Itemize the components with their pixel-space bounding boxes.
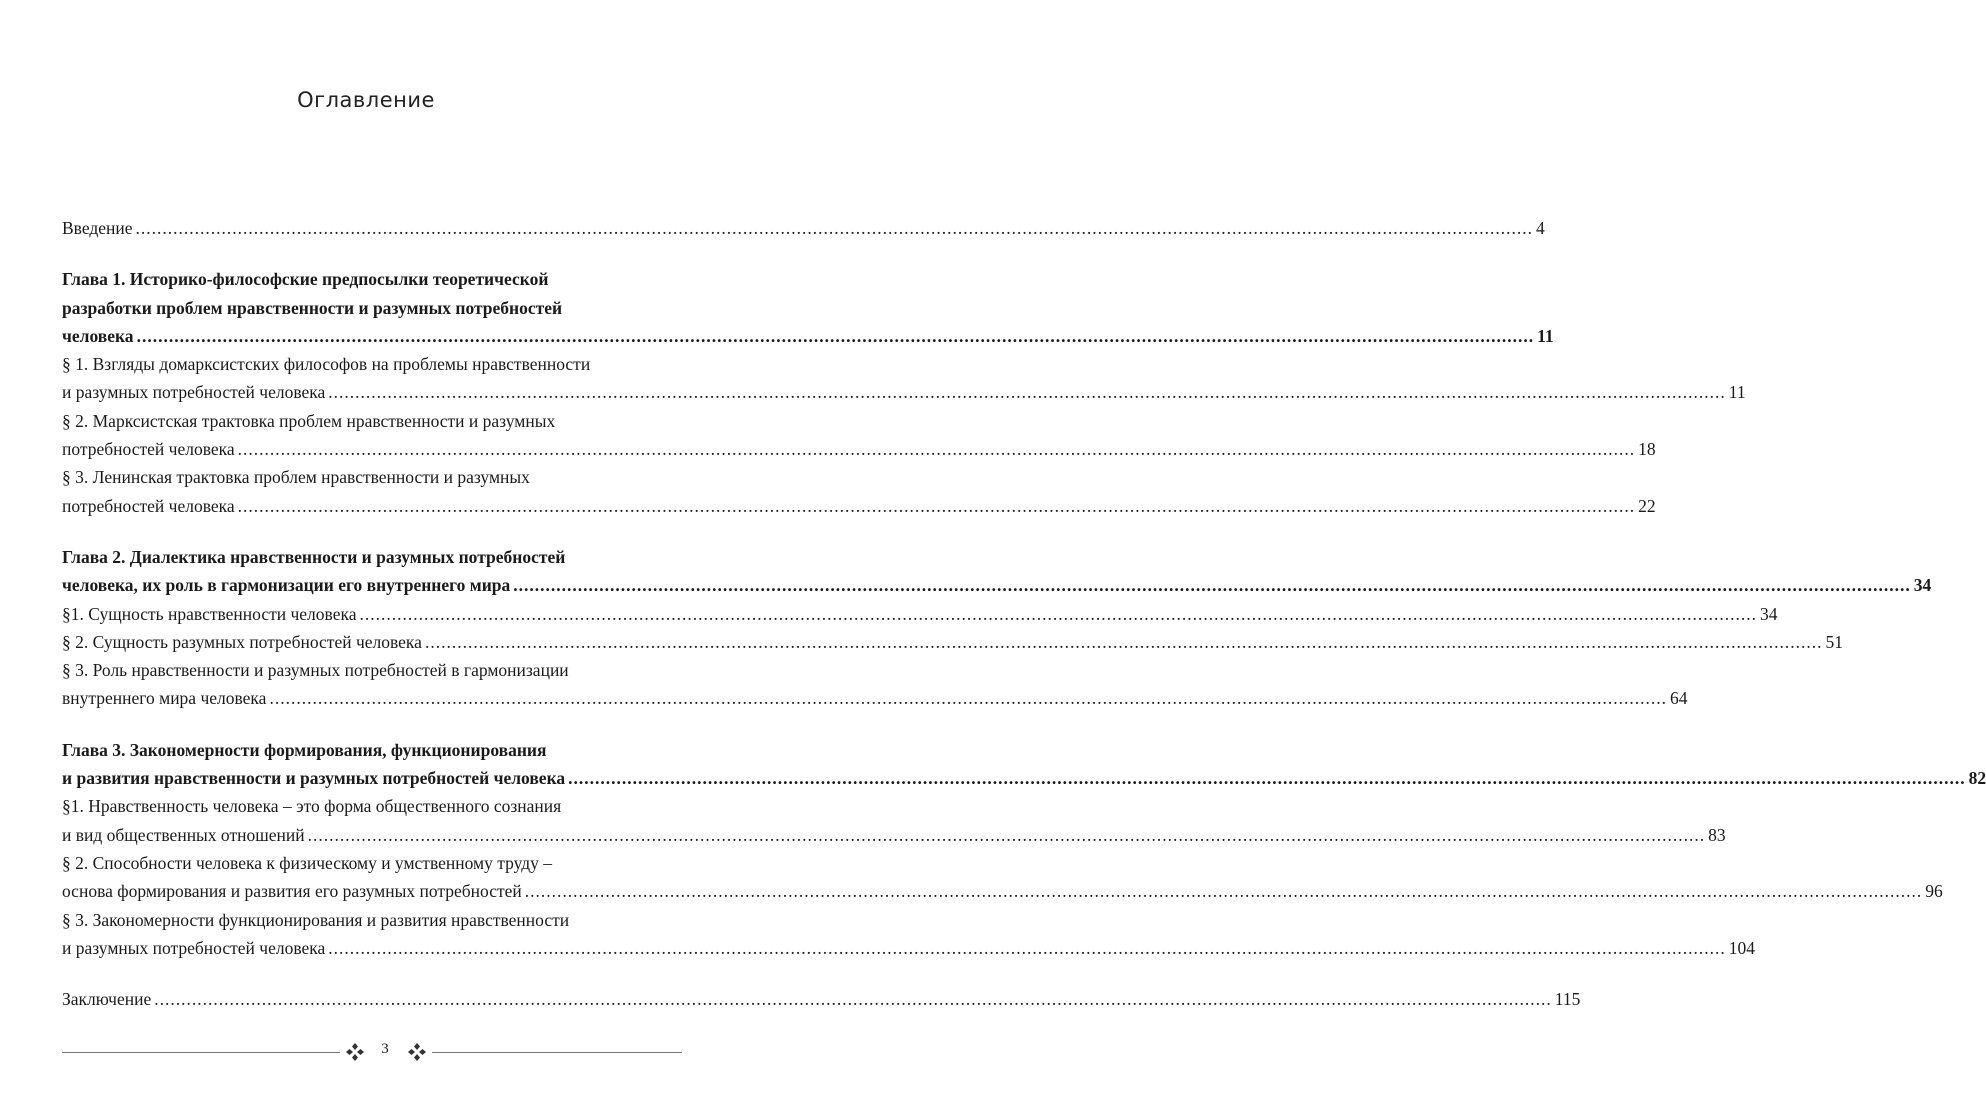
toc-line: §1. Сущность нравственности человека bbox=[62, 603, 357, 624]
toc-page-number: 82 bbox=[1968, 768, 1986, 789]
toc-line: § 3. Ленинская трактовка проблем нравственности и разумных bbox=[62, 467, 530, 488]
toc-page-number: 4 bbox=[1536, 218, 1545, 238]
toc-line: Введение bbox=[62, 218, 133, 238]
dot-leader: .................................................................................................................................................................................................................................................................... bbox=[135, 218, 1534, 238]
toc-line: и разумных потребностей человека bbox=[62, 382, 326, 403]
toc-entry-section-1-1 bbox=[62, 350, 1746, 407]
dot-leader: .................................................................................................................................................................................................................................................................... bbox=[513, 575, 1911, 596]
dot-leader: .................................................................................................................................................................................................................................................................... bbox=[237, 439, 1636, 460]
toc-entry-section-2-1 bbox=[62, 600, 1778, 628]
toc-entry-section-3-1 bbox=[62, 792, 1726, 849]
toc-line: § 2. Марксистская трактовка проблем нравственности и разумных bbox=[62, 410, 556, 431]
dot-leader: .................................................................................................................................................................................................................................................................... bbox=[524, 881, 1923, 902]
toc-page-number: 22 bbox=[1638, 495, 1656, 516]
toc-line: Глава 3. Закономерности формирования, функционирования bbox=[62, 739, 547, 760]
toc-page-number: 64 bbox=[1669, 688, 1688, 709]
dot-leader: .................................................................................................................................................................................................................................................................... bbox=[328, 937, 1726, 958]
toc-line: и разумных потребностей человека bbox=[62, 937, 326, 958]
toc-page-number: 18 bbox=[1638, 439, 1656, 460]
page-title: Оглавление bbox=[297, 88, 435, 112]
toc-line: Глава 2. Диалектика нравственности и разумных потребностей bbox=[62, 546, 566, 567]
toc-line: Глава 1. Историко-философские предпосылки теоретической bbox=[62, 269, 549, 290]
toc-page-number: 51 bbox=[1825, 631, 1843, 652]
toc-entry-section-3-2 bbox=[62, 849, 1943, 906]
toc-line: § 2. Способности человека к физическому и умственному труду – bbox=[62, 852, 553, 873]
diamond-ornament-icon bbox=[407, 1042, 427, 1062]
page-number: 3 bbox=[381, 1041, 389, 1057]
toc-page-number: 96 bbox=[1925, 881, 1943, 902]
toc-entry-section-3-3 bbox=[62, 906, 1756, 963]
toc-entry-section-1-2 bbox=[62, 407, 1656, 464]
diamond-ornament-icon bbox=[345, 1042, 365, 1062]
toc-line: и развития нравственности и разумных потребностей человека bbox=[62, 768, 566, 789]
toc-line: §1. Нравственность человека – это форма общественного сознания bbox=[62, 796, 562, 817]
dot-leader: .................................................................................................................................................................................................................................................................... bbox=[237, 495, 1636, 516]
toc-page-number: 83 bbox=[1708, 824, 1726, 845]
toc-line: потребностей человека bbox=[62, 495, 235, 516]
toc-entry-chapter-2 bbox=[62, 543, 1932, 600]
page-footer bbox=[62, 1040, 682, 1064]
dot-leader: .................................................................................................................................................................................................................................................................... bbox=[136, 325, 1535, 346]
toc-entry-section-1-3 bbox=[62, 463, 1656, 520]
toc-line: Заключение bbox=[62, 989, 152, 1010]
footer-rule-left bbox=[62, 1052, 340, 1053]
toc-page-number: 11 bbox=[1728, 382, 1746, 403]
toc-line: § 2. Сущность разумных потребностей человека bbox=[62, 631, 422, 652]
toc-page-number: 34 bbox=[1759, 603, 1778, 624]
dot-leader: .................................................................................................................................................................................................................................................................... bbox=[154, 989, 1552, 1010]
footer-rule-right bbox=[432, 1052, 682, 1053]
dot-leader: .................................................................................................................................................................................................................................................................... bbox=[424, 631, 1823, 652]
toc-line: § 1. Взгляды домарксистских философов на проблемы нравственности bbox=[62, 354, 591, 375]
dot-leader: .................................................................................................................................................................................................................................................................... bbox=[307, 824, 1706, 845]
toc-entry-section-2-2 bbox=[62, 628, 1843, 656]
dot-leader: .................................................................................................................................................................................................................................................................... bbox=[269, 688, 1667, 709]
toc-line: человека, их роль в гармонизации его внутреннего мира bbox=[62, 575, 511, 596]
toc-line: § 3. Роль нравственности и разумных потребностей в гармонизации bbox=[62, 660, 569, 681]
toc-line: § 3. Закономерности функционирования и развития нравственности bbox=[62, 909, 570, 930]
toc-line: и вид общественных отношений bbox=[62, 824, 305, 845]
dot-leader: .................................................................................................................................................................................................................................................................... bbox=[328, 382, 1726, 403]
toc-page-number: 34 bbox=[1913, 575, 1932, 596]
toc-entry-chapter-3 bbox=[62, 736, 1986, 793]
toc-line: основа формирования и развития его разумных потребностей bbox=[62, 881, 522, 902]
toc-line: человека bbox=[62, 325, 134, 346]
toc-page-number: 115 bbox=[1554, 989, 1581, 1010]
toc-page-number: 104 bbox=[1728, 937, 1756, 958]
table-of-contents bbox=[62, 214, 1986, 1013]
toc-line: внутреннего мира человека bbox=[62, 688, 267, 709]
toc-entry-conclusion bbox=[62, 985, 1581, 1013]
dot-leader: .................................................................................................................................................................................................................................................................... bbox=[359, 603, 1757, 624]
toc-page-number: 11 bbox=[1537, 325, 1554, 346]
toc-line: потребностей человека bbox=[62, 439, 235, 460]
toc-entry-section-2-3 bbox=[62, 656, 1688, 713]
toc-entry-chapter-1 bbox=[62, 265, 1554, 350]
toc-line: разработки проблем нравственности и разумных потребностей bbox=[62, 297, 563, 318]
toc-entry-introduction bbox=[62, 214, 1545, 242]
dot-leader: .................................................................................................................................................................................................................................................................... bbox=[568, 768, 1966, 789]
